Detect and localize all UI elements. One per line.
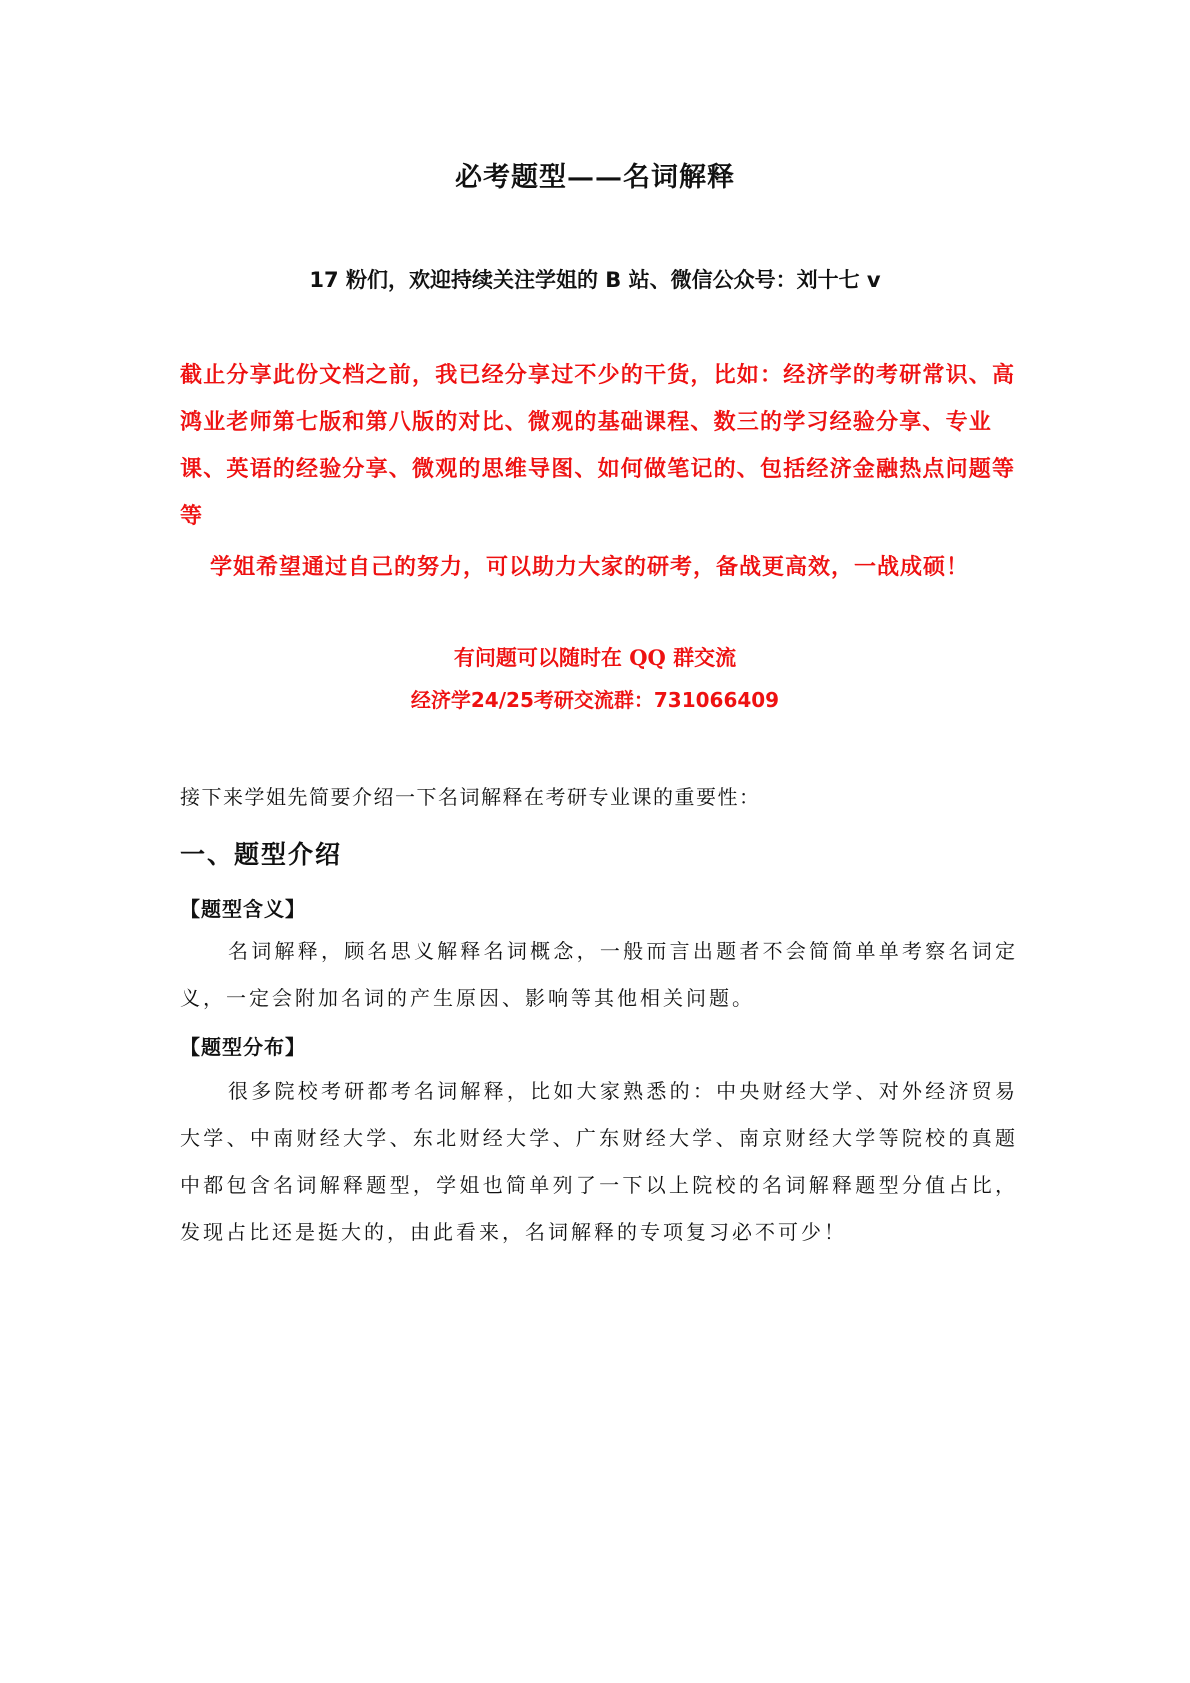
distribution-heading: 【题型分布】 (180, 1035, 306, 1059)
document-title: 必考题型——名词解释 (455, 162, 735, 193)
meaning-heading: 【题型含义】 (180, 897, 306, 921)
document-subtitle: 17 粉们，欢迎持续关注学姐的 B 站、微信公众号：刘十七 v (309, 268, 881, 292)
distribution-paragraph: 很多院校考研都考名词解释，比如大家熟悉的：中央财经大学、对外经济贸易大学、中南财经大学、东北财经大学、广东财经大学、南京财经大学等院校的真题中都包含名词解释题型，学姐也简单列了一下以上院校的名词解释题型分值占比，发现占比还是挺大的，由此看来，名词解释的专项复习必不可少！ (180, 1079, 1018, 1244)
hope-line: 学姐希望通过自己的努力，可以助力大家的研考，备战更高效，一战成硕！ (210, 554, 970, 580)
highlight-paragraph: 截止分享此份文档之前，我已经分享过不少的干货，比如：经济学的考研常识、高鸿业老师第七版和第八版的对比、微观的基础课程、数三的学习经验分享、专业课、英语的经验分享、微观的思维导图、如何做笔记的、包括经济金融热点问题等等 (180, 362, 1016, 529)
qq-line: 有问题可以随时在 QQ 群交流 (453, 645, 737, 670)
qq-group: 经济学24/25考研交流群：731066409 (410, 688, 780, 712)
section-heading: 一、题型介绍 (180, 840, 343, 869)
intro-text: 接下来学姐先简要介绍一下名词解释在考研专业课的重要性： (180, 785, 761, 809)
meaning-paragraph: 名词解释，顾名思义解释名词概念，一般而言出题者不会简简单单考察名词定义，一定会附加名词的产生原因、影响等其他相关问题。 (180, 939, 1018, 1010)
